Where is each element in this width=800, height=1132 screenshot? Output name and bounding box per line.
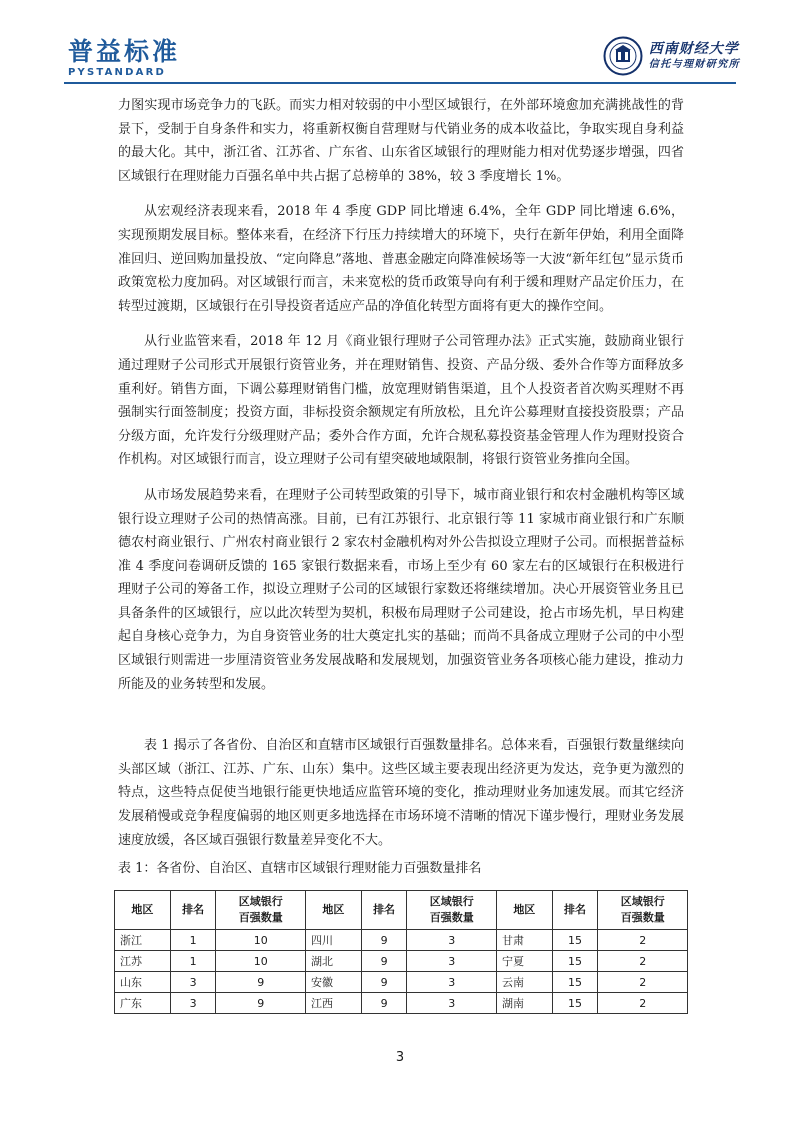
region-cell: 浙江 [115, 930, 171, 951]
document-body [118, 94, 684, 1014]
col-rank: 排名 [170, 891, 216, 930]
region-cell: 云南 [496, 972, 552, 993]
col-rank: 排名 [552, 891, 598, 930]
university-name: 西南财经大学 [648, 41, 739, 57]
count-cell: 10 [216, 930, 306, 951]
table-header-row [115, 891, 688, 930]
region-cell: 宁夏 [496, 951, 552, 972]
table-row [115, 951, 688, 972]
count-cell: 2 [598, 951, 688, 972]
col-rank: 排名 [361, 891, 407, 930]
paragraph-5: 表 1 揭示了各省份、自治区和直辖市区域银行百强数量排名。总体来看，百强银行数量继续向头部区域（浙江、江苏、广东、山东）集中。这些区域主要表现出经济更为发达，竞争更为激烈的特点，这些特点促使当地银行能更快地适应监管环境的变化，推动理财业务加速发展。而其它经济发展稍慢或竞争程度偏弱的地区则更多地选择在市场环境不清晰的情况下谨步慢行，理财业务发展速度放缓，各区域百强银行数量差异变化不大。 [118, 738, 684, 848]
region-cell: 四川 [305, 930, 361, 951]
table-row [115, 930, 688, 951]
page-header [0, 0, 800, 90]
rank-cell: 9 [361, 930, 407, 951]
rank-cell: 3 [170, 972, 216, 993]
rank-cell: 15 [552, 930, 598, 951]
brand-name-en: PYSTANDARD [68, 67, 166, 78]
region-cell: 江西 [305, 993, 361, 1014]
col-count: 区域银行 百强数量 [216, 891, 306, 930]
count-cell: 2 [598, 993, 688, 1014]
region-cell: 甘肃 [496, 930, 552, 951]
rank-cell: 9 [361, 951, 407, 972]
region-cell: 湖南 [496, 993, 552, 1014]
university-seal-icon [603, 36, 643, 76]
ranking-table [114, 890, 688, 1014]
rank-cell: 9 [361, 993, 407, 1014]
col-region: 地区 [115, 891, 171, 930]
region-cell: 江苏 [115, 951, 171, 972]
region-cell: 山东 [115, 972, 171, 993]
count-cell: 3 [407, 993, 497, 1014]
pystandard-logo [68, 38, 180, 78]
page-number: 3 [395, 1050, 405, 1065]
count-cell: 3 [407, 972, 497, 993]
col-region: 地区 [305, 891, 361, 930]
swufe-logo [603, 36, 740, 76]
count-cell: 3 [407, 951, 497, 972]
header-rule [64, 82, 736, 84]
table-row [115, 972, 688, 993]
paragraph-2: 从宏观经济表现来看，2018 年 4 季度 GDP 同比增速 6.4%，全年 GDP 同比增速 6.6%，实现预期发展目标。整体来看，在经济下行压力持续增大的环境下，央行在新年伊始，利用全面降准回归、逆回购加量投放、“定向降息”落地、普惠金融定向降准候场等一大波“新年红包”显示货币政策宽松力度加码。对区域银行而言，未来宽松的货币政策导向有利于缓和理财产品定价压力，在转型过渡期，区域银行在引导投资者适应产品的净值化转型方面将有更大的操作空间。 [118, 204, 684, 314]
count-cell: 2 [598, 972, 688, 993]
region-cell: 安徽 [305, 972, 361, 993]
paragraph-3: 从行业监管来看，2018 年 12 月《商业银行理财子公司管理办法》正式实施，鼓励商业银行通过理财子公司形式开展银行资管业务，并在理财销售、投资、产品分级、委外合作等方面释放多重利好。销售方面，下调公募理财销售门槛，放宽理财销售渠道，且个人投资者首次购买理财不再强制实行面签制度；投资方面，非标投资余额规定有所放松，且允许公募理财直接投资股票；产品分级方面，允许发行分级理财产品；委外合作方面，允许合规私募投资基金管理人作为理财投资合作机构。对区域银行而言，设立理财子公司有望突破地域限制，将银行资管业务推向全国。 [118, 334, 684, 468]
rank-cell: 15 [552, 993, 598, 1014]
count-cell: 10 [216, 951, 306, 972]
count-cell: 3 [407, 930, 497, 951]
rank-cell: 3 [170, 993, 216, 1014]
count-cell: 2 [598, 930, 688, 951]
institute-name: 信托与理财研究所 [648, 59, 740, 70]
count-cell: 9 [216, 993, 306, 1014]
region-cell: 湖北 [305, 951, 361, 972]
rank-cell: 15 [552, 972, 598, 993]
rank-cell: 1 [170, 930, 216, 951]
paragraph-4: 从市场发展趋势来看，在理财子公司转型政策的引导下，城市商业银行和农村金融机构等区域银行设立理财子公司的热情高涨。目前，已有江苏银行、北京银行等 11 家城市商业银行和广东顺德农村商业银行、广州农村商业银行 2 家农村金融机构对外公告拟设立理财子公司。而根据普益标准 4 季度问卷调研反馈的 165 家银行数据来看，市场上至少有 60 家左右的区域银行在积极进行理财子公司的筹备工作，拟设立理财子公司的区域银行家数还将继续增加。决心开展资管业务且已具备条件的区域银行，应以此次转型为契机，积极布局理财子公司建设，抢占市场先机，早日构建起自身核心竞争力，为自身资管业务的壮大奠定扎实的基础；而尚不具备成立理财子公司的中小型区域银行则需进一步厘清资管业务发展战略和发展规划，加强资管业务各项核心能力建设，推动力所能及的业务转型和发展。 [118, 487, 684, 692]
region-cell: 广东 [115, 993, 171, 1014]
col-count: 区域银行 百强数量 [407, 891, 497, 930]
count-cell: 9 [216, 972, 306, 993]
col-count: 区域银行 百强数量 [598, 891, 688, 930]
table-row [115, 993, 688, 1014]
table-caption: 表 1：各省份、自治区、直辖市区域银行理财能力百强数量排名 [118, 861, 482, 877]
col-region: 地区 [496, 891, 552, 930]
brand-name-cn: 普益标准 [68, 37, 181, 66]
rank-cell: 1 [170, 951, 216, 972]
rank-cell: 9 [361, 972, 407, 993]
rank-cell: 15 [552, 951, 598, 972]
paragraph-1: 力图实现市场竞争力的飞跃。而实力相对较弱的中小型区域银行，在外部环境愈加充满挑战性的背景下，受制于自身条件和实力，将重新权衡自营理财与代销业务的成本收益比，争取实现自身利益的最大化。其中，浙江省、江苏省、广东省、山东省区域银行的理财能力相对优势逐步增强，四省区域银行在理财能力百强名单中共占据了总榜单的 38%，较 3 季度增长 1%。 [118, 98, 684, 184]
